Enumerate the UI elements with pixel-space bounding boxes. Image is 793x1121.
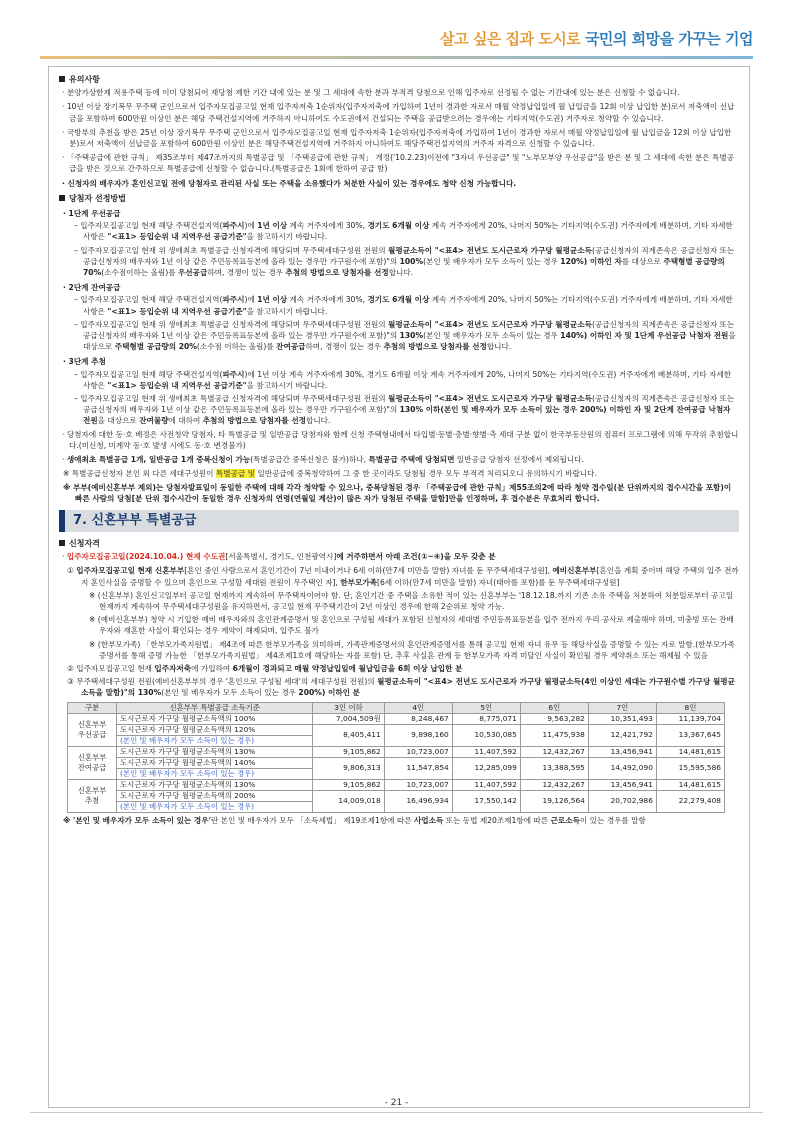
caution-item: · 분양가상한제 적용주택 등에 이미 당첨되어 재당첨 제한 기간 내에 있는 분 및 그 세대에 속한 분과 부적격 당첨으로 인해 입주자로 선정될 수 없는 기간내에 있는 분은 신청할 수 없습니다. xyxy=(62,88,680,98)
section-title: 7. 신혼부부 특별공급 xyxy=(73,512,197,528)
value-cell: 17,550,142 xyxy=(452,790,520,812)
table-row xyxy=(68,779,725,790)
value-cell: 15,595,586 xyxy=(656,757,724,779)
criterion-cell: 도시근로자 가구당 월평균소득액의 200% xyxy=(117,790,313,801)
value-cell: 12,432,267 xyxy=(520,779,588,790)
stage2-item: – 입주자모집공고일 현재 위 생애최초 특별공급 신청자격에 해당되며 무주택세대구성원 전원의 월평균소득이 "<표4> 전년도 도시근로자 가구당 월평균소득(공급신청자의 직계존속은 공급신청자 또는 공급신청자의 배우자와 1년 이상 같은 주민등록표등본에 올라 있는 경우만 가구원수에 포함)"의 130%(본인 및 배우자가 모두 소득이 있는 경우 140%) 이하인 자 및 1단계 우선공급 낙첨자 전원을 대상으로 주택형별 공급량의 20%(소수점 이하는 올림)를 잔여공급하며, 경쟁이 있는 경우 추첨의 방법으로 당첨자를 선정합니다. xyxy=(74,319,736,352)
value-cell: 14,009,018 xyxy=(313,790,384,812)
condition-note: ※ (한부모가족) 「한부모가족지원법」 제4조에 따른 한부모가족을 의미하며, 가족관계증명서의 혼인관계증명서를 통해 공고일 현재 자녀 유무 등 해당사실을 증명할 수 있는 자로 말함.(한부모가족증명서를 통해 증명 가능한 「한부모가족지원법」 제4조제1호에 해당하는 자를 포함) 단, 추후 사실혼 관계 등 한부모가족 자격 미달인 사실이 확인될 경우 계약취소 또는 해제될 수 있음 xyxy=(89,639,735,660)
slogan-part2: 국민의 희망을 가꾸는 기업 xyxy=(584,30,753,48)
value-cell: 11,139,704 xyxy=(656,713,724,724)
value-cell: 12,432,267 xyxy=(520,746,588,757)
table-header-cell: 구분 xyxy=(68,702,117,713)
household-note: ※ 특별공급신청자 본인 외 다른 세대구성원이 특별공급 및 일반공급에 중복청약하여 그 중 한 곳이라도 당첨될 경우 모두 부적격 처리되오니 유의하시기 바랍니다. xyxy=(63,469,597,479)
table-row xyxy=(68,757,725,768)
value-cell: 9,105,862 xyxy=(313,746,384,757)
slogan xyxy=(440,28,753,49)
condition-3: ③ 무주택세대구성원 전원(예비신혼부부의 경우 '혼인으로 구성될 세대'의 세대구성원 전원)의 월평균소득이 "<표4> 전년도 도시근로자 가구당 월평균소득(4인 이상인 세대는 가구원수별 가구당 월평균소득을 말함)"의 130%(본인 및 배우자가 모두 소득이 있는 경우 200%) 이하인 분 xyxy=(67,677,735,698)
value-cell: 12,285,099 xyxy=(452,757,520,779)
value-cell: 22,279,408 xyxy=(656,790,724,812)
criterion-cell: 도시근로자 가구당 월평균소득액의 130% xyxy=(117,779,313,790)
value-cell: 11,407,592 xyxy=(452,779,520,790)
value-cell: 8,405,411 xyxy=(313,724,384,746)
caution-item: · 10년 이상 장기복무 무주택 군인으로서 입주자모집공고일 현재 입주자저축 1순위자(입주자저축에 가입하여 1년이 경과한 자로서 매월 약정납입일에 월 납입금을 12회 이상 납입한 분)로서 저축액이 선납금을 포함하여 600만원 이상인 분은 해당 주택건설지역에 거주하지 아니하여도 수도권에서 건설되는 주택을 공급받으려는 경우에는 기타지역(수도권) 거주자로 청약할 수 있습니다. xyxy=(62,102,735,123)
value-cell: 9,105,862 xyxy=(313,779,384,790)
slogan-part1: 살고 싶은 집과 도시로 xyxy=(440,30,581,48)
table-header-cell: 4인 xyxy=(384,702,452,713)
criterion-subnote: (본인 및 배우자가 모두 소득이 있는 경우) xyxy=(117,768,313,779)
stage1-title: · 1단계 우선공급 xyxy=(63,209,121,219)
value-cell: 13,367,645 xyxy=(656,724,724,746)
assignment-note: · 당첨자에 대한 동·호 배정은 사전청약 당첨자, 타 특별공급 및 일반공급 당첨자와 함께 신청 주택형내에서 타입별·동별·층별·향별·측 세대 구분 없이 한국부동산원의 컴퓨터 프로그램에 의해 무작위 추첨합니다.(미신청, 미계약 동·호 발생 시에도 동·호 변경불가) xyxy=(62,429,739,450)
couple-note: ※ 부부(예비신혼부부 제외)는 당첨자발표일이 동일한 주택에 대해 각각 청약할 수 있으나, 중복당첨된 경우 「주택공급에 관한 규칙」제55조의2에 따라 청약 접수일(분 단위까지의 접수시간을 포함)이 빠른 사람의 당첨[분 단위 접수시간이 동일한 경우 신청자의 연령(연월일 계산)이 많은 자가 당첨된 주택을 말함]만을 인정하며, 후 접수분은 무효처리 합니다. xyxy=(63,482,732,503)
square-bullet-icon xyxy=(59,195,65,201)
table-footnote: ※ '본인 및 배우자가 모두 소득이 있는 경우'란 본인 및 배우자가 모두 「소득세법」 제19조제1항에 따른 사업소득 또는 동법 제20조제1항에 따른 근로소득이 있는 경우를 말함 xyxy=(63,815,646,825)
caution-heading: 유의사항 xyxy=(59,74,739,85)
condition-note: ※ (예비신혼부부) 청약 시 기입한 예비 배우자와의 혼인관계증명서 및 혼인으로 구성될 세대가 포함된 신청자의 세대별 주민등록표등본을 입주 전까지 우리 공사로 제출해야 하며, 미충빙 또는 잔배우자와 재혼한 사실이 확인되는 경우 계약이 해제되며, 입주도 불가 xyxy=(89,615,734,636)
table-header-cell: 8인 xyxy=(656,702,724,713)
stage2-item: – 입주자모집공고일 현재 해당 주택건설지역(파주시)에 1년 이상 계속 거주자에게 30%, 경기도 6개월 이상 계속 거주자에게 20%, 나머지 50%는 기타지역(수도권) 거주자에게 배분하며, 기타 자세한 사항은 "<표1> 등입순위 내 지역우선 공급기준"을 참고하시기 바랍니다. xyxy=(74,295,733,316)
stage2-title: · 2단계 잔여공급 xyxy=(63,283,121,293)
value-cell: 20,702,986 xyxy=(588,790,656,812)
page-header xyxy=(0,0,793,60)
value-cell: 10,530,085 xyxy=(452,724,520,746)
criterion-cell: 도시근로자 가구당 월평균소득액의 130% xyxy=(117,746,313,757)
income-table xyxy=(67,702,725,813)
criterion-subnote: (본인 및 배우자가 모두 소득이 있는 경우) xyxy=(117,801,313,812)
table-header-cell: 7인 xyxy=(588,702,656,713)
title-accent xyxy=(59,510,65,532)
condition-2: ② 입주자모집공고일 현재 입주자저축에 가입하여 6개월이 경과되고 매월 약정납입일에 월납입금을 6회 이상 납입한 분 xyxy=(67,663,463,673)
value-cell: 14,481,615 xyxy=(656,779,724,790)
value-cell: 9,898,160 xyxy=(384,724,452,746)
duplicate-note: · 생애최초 특별공급 1개, 일반공급 1개 중복신청이 가능(특별공급간 중복신청은 불가)하나, 특별공급 주택에 당첨되면 일반공급 당첨자 선정에서 제외됩니다. xyxy=(62,455,584,465)
value-cell: 13,388,595 xyxy=(520,757,588,779)
condition-1: ① 입주자모집공고일 현재 신혼부부[혼인 중인 사람으로서 혼인기간이 7년 이내이거나 6세 이하(만7세 미만을 말함) 자녀를 둔 무주택세대구성원], 예비신혼부부[혼인을 계획 중이며 해당 주택의 입주 전까지 혼인사실을 증명할 수 있으며 혼인으로 구성할 세대원 전원이 무주택인 자], 한부모가족[6세 이하(만7세 미만을 말함) 자녀(태아를 포함)를 둔 무주택세대구성원] xyxy=(67,566,739,587)
value-cell: 14,481,615 xyxy=(656,746,724,757)
table-row xyxy=(68,724,725,735)
content-box xyxy=(48,66,750,1108)
value-cell: 16,496,934 xyxy=(384,790,452,812)
condition-note: ※ (신혼부부) 혼인신고일부터 공고일 현재까지 계속하여 무주택자이어야 함. 단, 혼인기간 중 주택을 소유한 적이 있는 신혼부부는 '18.12.18.까지 기존 소유 주택을 처분하여 처분일로부터 공고일 현재까지 계속하여 무주택세대구성원을 유지하면서, 공고일 현재 무주택기간이 2년 이상인 경우에 한해 2순위로 청약 가능. xyxy=(89,590,734,611)
criterion-cell: 도시근로자 가구당 월평균소득액의 120% xyxy=(117,724,313,735)
value-cell: 13,456,941 xyxy=(588,779,656,790)
value-cell: 11,475,938 xyxy=(520,724,588,746)
highlight: 특별공급 및 xyxy=(215,469,255,479)
value-cell: 19,126,564 xyxy=(520,790,588,812)
qualification-heading: 신청자격 xyxy=(59,538,739,549)
table-header-cell: 6인 xyxy=(520,702,588,713)
value-cell: 12,421,792 xyxy=(588,724,656,746)
square-bullet-icon xyxy=(59,76,65,82)
group-label: 신혼부부 잔여공급 xyxy=(68,746,117,779)
header-rule xyxy=(40,56,753,59)
criterion-cell: 도시근로자 가구당 월평균소득액의 100% xyxy=(117,713,313,724)
stage1-item: – 입주자모집공고일 현재 해당 주택건설지역(파주시)에 1년 이상 계속 거주자에게 30%, 경기도 6개월 이상 계속 거주자에게 20%, 나머지 50%는 기타지역(수도권) 거주자에게 배분하며, 기타 자세한 사항은 "<표1> 등입순위 내 지역우선 공급기준"을 참고하시기 바랍니다. xyxy=(74,221,733,242)
square-bullet-icon xyxy=(59,540,65,546)
table-header-cell: 신혼부부 특별공급 소득기준 xyxy=(117,702,313,713)
value-cell: 8,248,467 xyxy=(384,713,452,724)
value-cell: 8,775,071 xyxy=(452,713,520,724)
table-header-cell: 5인 xyxy=(452,702,520,713)
table-row xyxy=(68,713,725,724)
value-cell: 10,351,493 xyxy=(588,713,656,724)
value-cell: 7,004,509원 xyxy=(313,713,384,724)
value-cell: 10,723,007 xyxy=(384,746,452,757)
stage3-title: · 3단계 추첨 xyxy=(63,357,106,367)
value-cell: 11,547,854 xyxy=(384,757,452,779)
criterion-subnote: (본인 및 배우자가 모두 소득이 있는 경우) xyxy=(117,735,313,746)
caution-item-bold: · 신청자의 배우자가 혼인신고일 전에 당첨자로 관리된 사실 또는 주택을 소유했다가 처분한 사실이 있는 경우에도 청약 신청 가능합니다. xyxy=(62,178,517,188)
caution-item: · 「주택공급에 관한 규칙」 제35조부터 제47조까지의 특별공급 및 「주택공급에 관한 규칙」 개정('10.2.23)이전에 "3자녀 우선공급" 및 "노부모부양 우선공급"을 받은 분 및 그 세대에 속한 분은 특별공급을 받은 것으로 간주하므로 특별공급에 신청할 수 없습니다.(특별공급은 1회에 한하여 공급 함) xyxy=(62,153,734,174)
value-cell: 14,492,090 xyxy=(588,757,656,779)
qualification-intro: · 입주자모집공고일(2024.10.04.) 현재 수도권[서울특별시, 경기도, 인천광역시]에 거주하면서 아래 조건(①~④)을 모두 갖춘 분 xyxy=(62,552,496,562)
table-row xyxy=(68,790,725,801)
caution-item: · 국방부의 추천을 받은 25년 이상 장기복무 무주택 군인으로서 입주자모집공고일 현재 입주자저축 1순위자(입주자저축에 가입하여 1년이 경과한 자로서 매월 약정납입일에 월 납입금을 12회 이상 납입한 분)로서 저축액이 선납금을 포함하여 600만원 이상인 분은 해당주택건설지역에 거주하지 아니하여도 해당주택건설지역의 거주자 자격으로 신청할 수 있습니다. xyxy=(62,127,732,149)
value-cell: 9,806,313 xyxy=(313,757,384,779)
page-number: - 21 - xyxy=(384,1098,409,1108)
value-cell: 11,407,592 xyxy=(452,746,520,757)
value-cell: 13,456,941 xyxy=(588,746,656,757)
value-cell: 10,723,007 xyxy=(384,779,452,790)
group-label: 신혼부부 추첨 xyxy=(68,779,117,812)
selection-heading: 당첨자 선정방법 xyxy=(59,193,739,204)
stage3-item: – 입주자모집공고일 현재 해당 주택건설지역(파주시)에 1년 이상 계속 거주자에게 30%, 경기도 6개월 이상 계속 거주자에게 20%, 나머지 50%는 기타지역(수도권) 거주자에게 배분하며, 기타 자세한 사항은 "<표1> 등입순위 내 지역우선 공급기준"을 참고하시기 바랍니다. xyxy=(74,369,732,390)
table-row xyxy=(68,746,725,757)
criterion-cell: 도시근로자 가구당 월평균소득액의 140% xyxy=(117,757,313,768)
section-title-bar xyxy=(59,510,739,532)
stage1-item: – 입주자모집공고일 현재 위 생애최초 특별공급 신청자격에 해당되며 무주택세대구성원 전원의 월평균소득이 "<표4> 전년도 도시근로자 가구당 월평균소득(공급신청자의 직계존속은 공급신청자 또는 공급신청자의 배우자와 1년 이상 같은 주민등록표등본에 올라 있는 경우만 가구원수에 포함)"의 100%(본인 및 배우자가 모두 소득이 있는 경우 120%) 이하인 자를 대상으로 주택형별 공급량의 70%(소수점이하는 올림)를 우선공급하며, 경쟁이 있는 경우 추첨의 방법으로 당첨자를 선정합니다. xyxy=(74,245,735,278)
table-header-row xyxy=(68,702,725,713)
footer-rule xyxy=(30,1112,763,1113)
table-header-cell: 3인 이하 xyxy=(313,702,384,713)
group-label: 신혼부부 우선공급 xyxy=(68,713,117,746)
value-cell: 9,563,282 xyxy=(520,713,588,724)
stage3-item: – 입주자모집공고일 현재 위 생애최초 특별공급 신청자격에 해당되며 무주택세대구성원 전원의 월평균소득이 "<표4> 전년도 도시근로자 가구당 월평균소득(공급신청자의 직계존속은 공급신청자 또는 공급신청자의 배우자와 1년 이상 같은 주민등록표등본에 올라 있는 경우만 가구원수에 포함)"의 130% 이하(본인 및 배우자가 모두 소득이 있는 경우 200%) 이하인 자 및 2단계 잔여공급 낙첨자 전원을 대상으로 잔여물량에 대하여 추첨의 방법으로 당첨자를 선정합니다. xyxy=(74,394,735,426)
